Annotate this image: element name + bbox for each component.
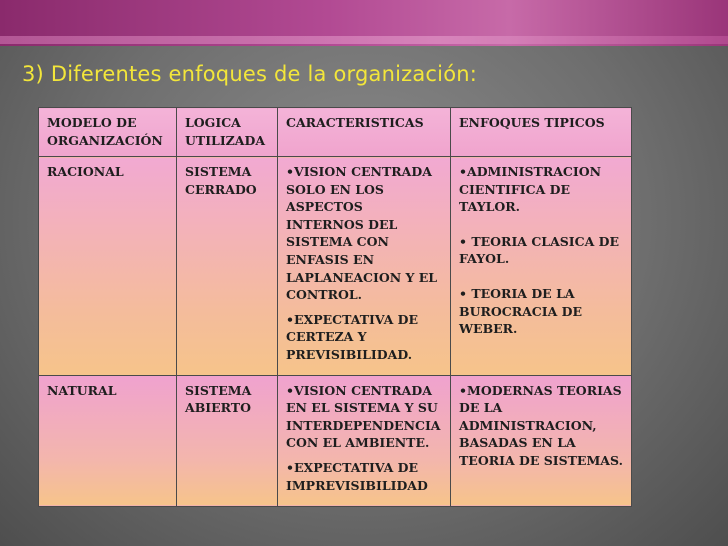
header-logica: LOGICA UTILIZADA [177,108,278,157]
cell-logica: SISTEMA CERRADO [177,157,278,376]
cell-caracteristicas [278,157,451,376]
banner-highlight [0,36,728,44]
caracteristica-item: •EXPECTATIVA DE IMPREVISIBILIDAD [286,459,428,493]
header-modelo: MODELO DE ORGANIZACIÓN [39,108,177,157]
enfoque-item: • TEORIA DE LA BUROCRACIA DE WEBER. [459,285,582,337]
caracteristica-item: •VISION CENTRADA EN EL SISTEMA Y SU INTERDEPENDENCIA CON EL AMBIENTE. [286,382,441,451]
header-enfoques: ENFOQUES TIPICOS [451,108,632,157]
header-caracteristicas: CARACTERISTICAS [278,108,451,157]
table-row-natural [39,375,632,506]
enfoque-item: •MODERNAS TEORIAS DE LA ADMINISTRACION, BASADAS EN LA TEORIA DE SISTEMAS. [459,382,623,468]
cell-logica: SISTEMA ABIERTO [177,375,278,506]
cell-modelo: RACIONAL [39,157,177,376]
cell-modelo: NATURAL [39,375,177,506]
caracteristica-item: •EXPECTATIVA DE CERTEZA Y PREVISIBILIDAD. [286,311,419,362]
cell-enfoques [451,375,632,506]
enfoque-item: • TEORIA CLASICA DE FAYOL. [459,233,620,267]
cell-caracteristicas [278,375,451,506]
enfoque-item: •ADMINISTRACION CIENTIFICA DE TAYLOR. [459,164,602,215]
cell-enfoques [451,157,632,376]
slide-title: 3) Diferentes enfoques de la organización: [22,62,478,86]
organization-models-table [38,107,632,507]
caracteristica-item: •VISION CENTRADA SOLO EN LOS ASPECTOS INTERNOS DEL SISTEMA CON ENFASIS EN LAPLANEACION Y EL CONTROL. [286,164,438,303]
table-row-racional [39,157,632,376]
table-header-row [39,108,632,157]
